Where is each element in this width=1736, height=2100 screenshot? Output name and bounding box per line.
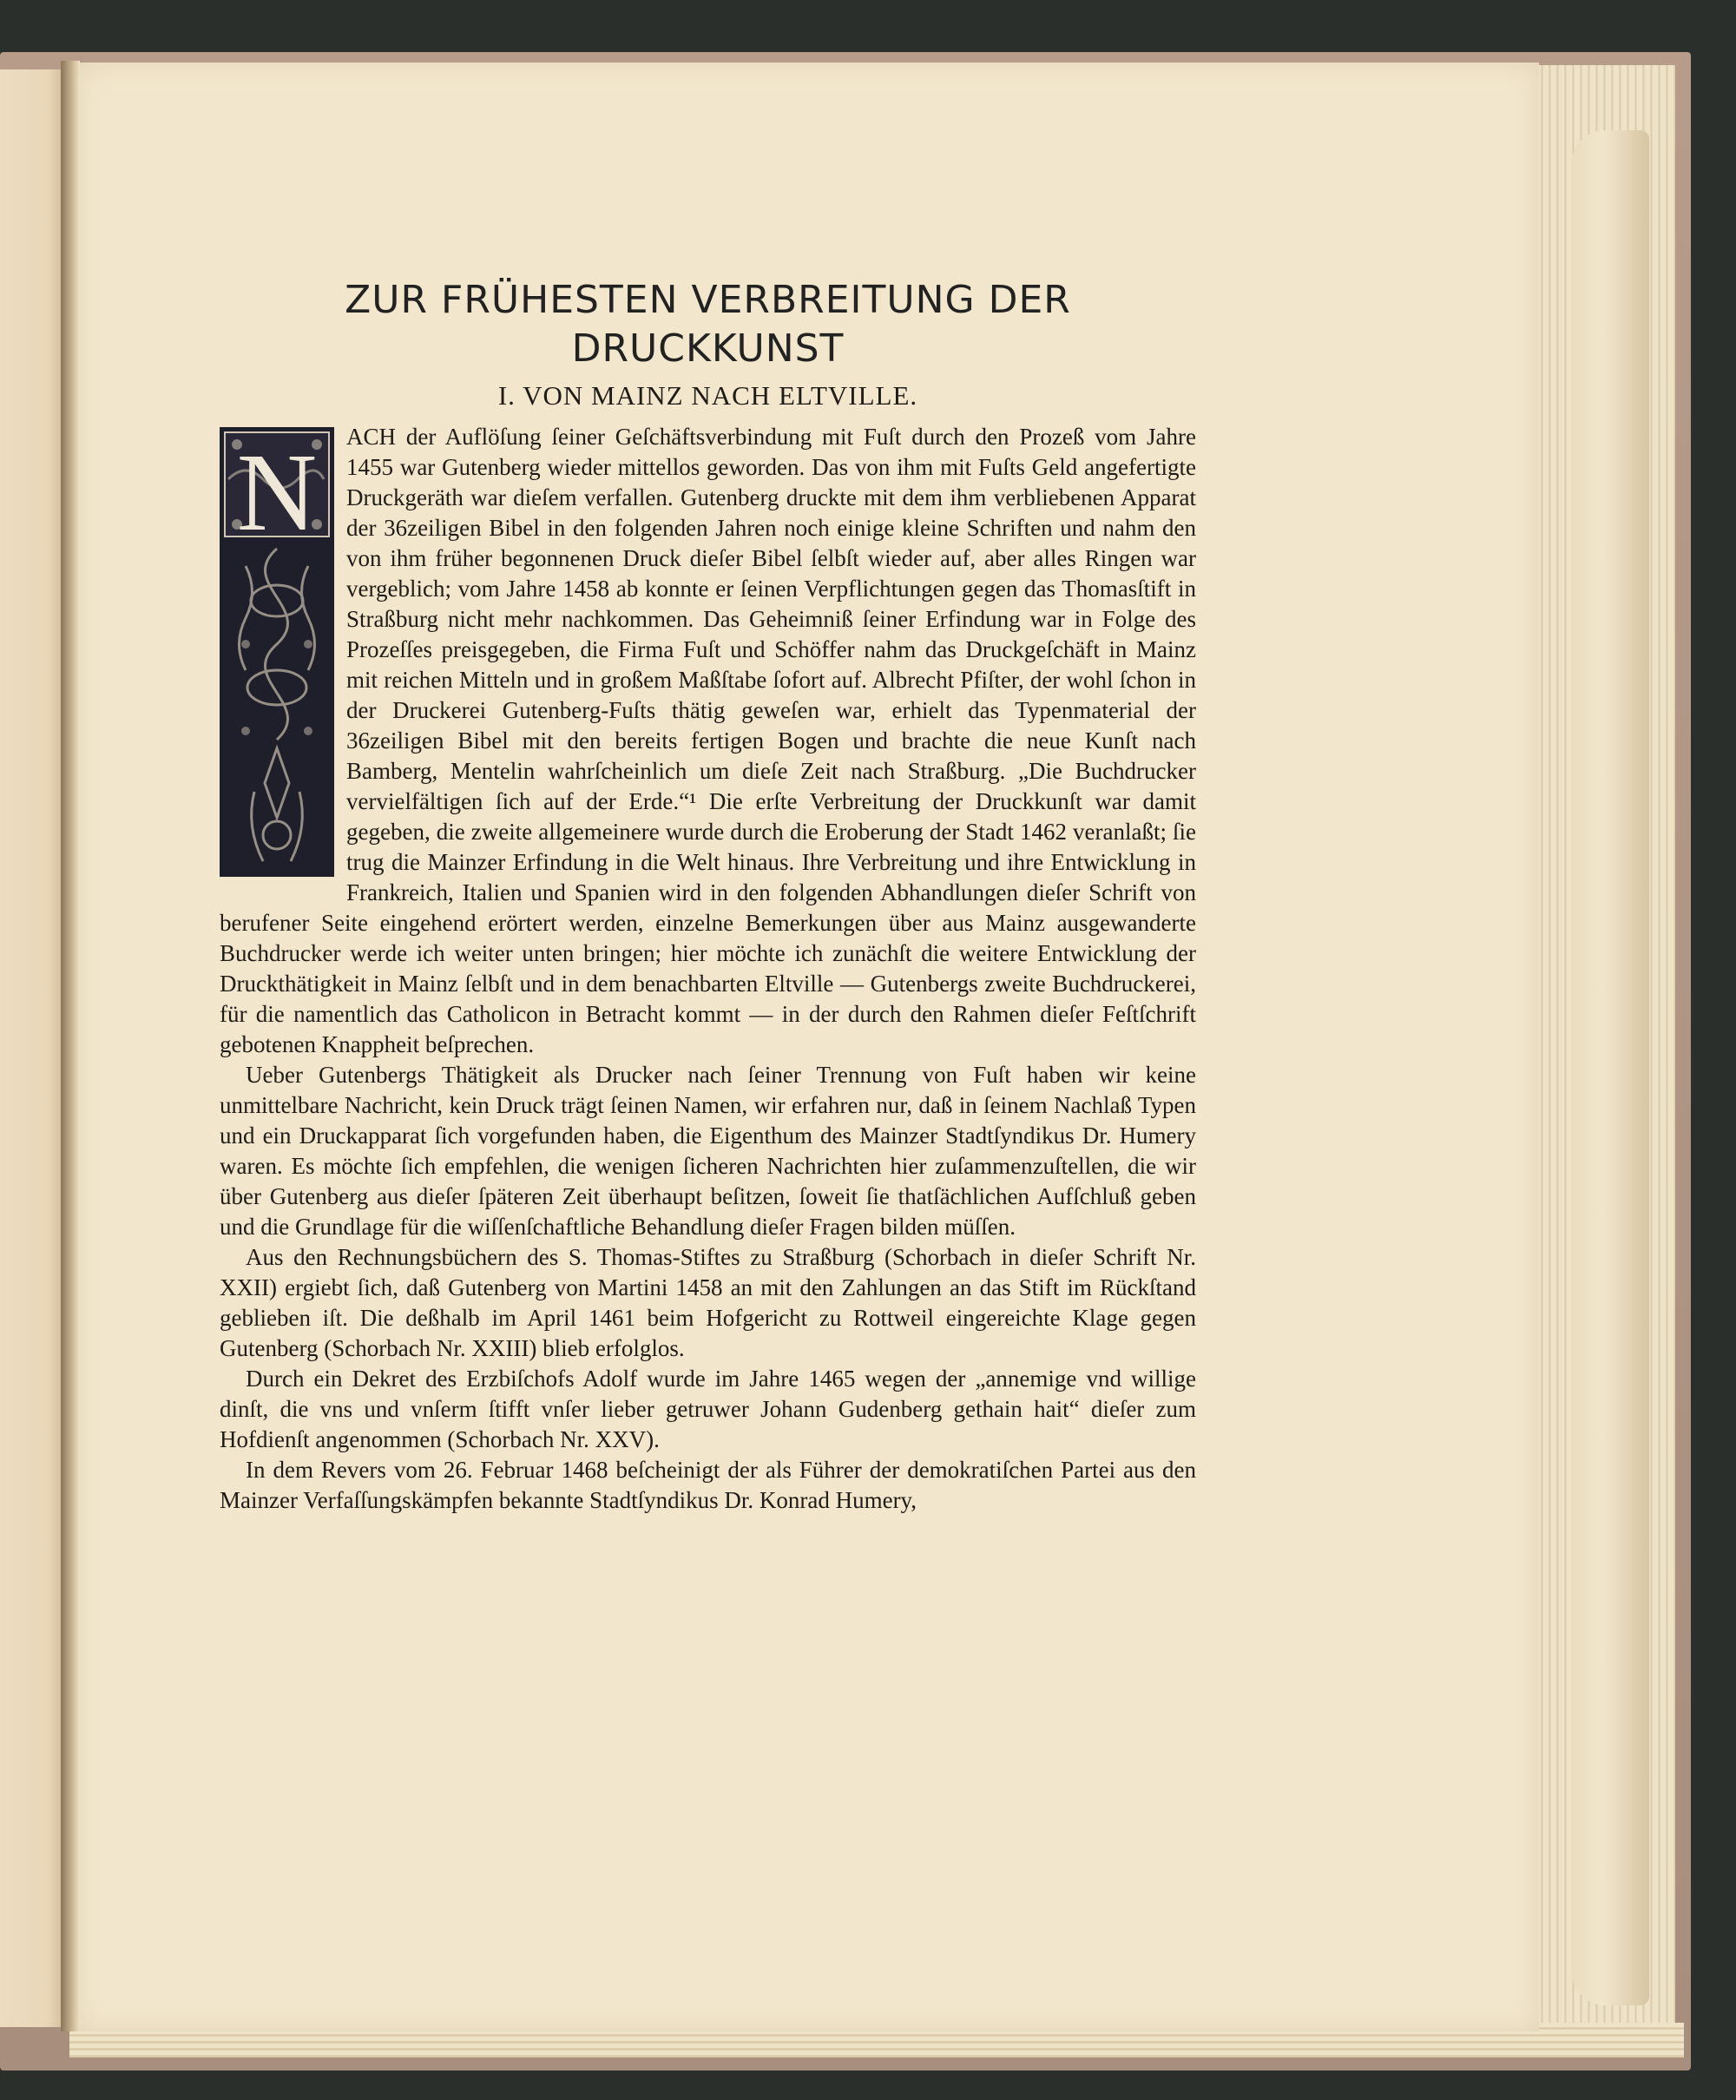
paragraph-1: ACH der Auflöſung ſeiner Geſchäftsverbindung mit Fuſt durch den Prozeß vom Jahre 1455 war Gutenberg wieder mittellos geworden. Das von ihm mit Fuſts Geld angefertigte Druckgeräth war dieſem verfallen. Gutenberg druckte mit dem ihm verbliebenen Apparat der 36zeiligen Bibel in den folgenden Jahren noch einige kleine Schriften und nahm den von ihm früher begonnenen Druck dieſer Bibel ſelbſt wieder auf, aber alles Ringen war vergeblich; vom Jahre 1458 ab konnte er ſeinen Verpflichtungen gegen das Thomasſtift in Straßburg nicht mehr nachkommen. Das Geheimniß ſeiner Erfindung war in Folge des Prozeſſes preisgegeben, die Firma Fuſt und Schöffer nahm das Druckgeſchäft in Mainz mit reichen Mitteln und in großem Maßſtabe ſofort auf. Albrecht Pfiſter, der wohl ſchon in der Druckerei Gutenberg-Fuſts thätig geweſen war, erhielt das Typenmaterial der 36zeiligen Bibel mit den bereits fertigen Bogen und brachte die neue Kunſt nach Bamberg, Mentelin wahrſcheinlich um dieſe Zeit nach Straßburg. „Die Buchdrucker vervielfältigen ſich auf der Erde.“¹ Die erſte Verbreitung der Druckkunſt war damit gegeben, die zweite allgemeinere wurde durch die Eroberung der Stadt 1462 veranlaßt; ſie trug die Mainzer Erfindung in die Welt hinaus. Ihre Verbreitung und ihre Entwicklung in Frankreich, Italien und Spanien wird in den folgenden Abhandlungen dieſer Schrift von berufener Seite eingehend erörtert werden, einzelne Bemerkungen über aus Mainz ausgewanderte Buchdrucker werde ich weiter unten bringen; hier möchte ich zunächſt die weitere Entwicklung der Druckthätigkeit in Mainz ſelbſt und in dem benachbarten Eltville — Gutenbergs zweite Buchdruckerei, für die namentlich das Catholicon in Betracht kommt — in der durch den Rahmen dieſer Feſtſchrift gebotenen Knappheit beſprechen. (220, 424, 1196, 1057)
page-edges-curl (1571, 130, 1649, 2005)
drop-cap-letter: N (236, 431, 318, 554)
decorated-initial-n (220, 427, 334, 877)
title-line-2: DRUCKKUNST (571, 326, 845, 371)
paragraph-4: Durch ein Dekret des Erzbiſchofs Adolf wurde im Jahre 1465 wegen der „annemige vnd willige dinſt, die vns und vnſerm ſtifft vnſer lieber getruwer Johann Gudenberg gethain hait“ dieſer zum Hofdienſt angenommen (Schorbach Nr. XXV). (220, 1366, 1196, 1452)
paragraph-2: Ueber Gutenbergs Thätigkeit als Drucker nach ſeiner Trennung von Fuſt haben wir keine unmittelbare Nachricht, kein Druck trägt ſeinen Namen, wir erfahren nur, daß in ſeinem Nachlaß Typen und ein Druckapparat ſich vorgefunden haben, die Eigenthum des Mainzer Stadtſyndikus Dr. Humery waren. Es möchte ſich empfehlen, die wenigen ſicheren Nachrichten hier zuſammenzuſtellen, die wir über Gutenberg aus dieſer ſpäteren Zeit überhaupt beſitzen, ſoweit ſie thatſächlichen Aufſchluß geben und die Grundlage für die wiſſenſchaftliche Behandlung dieſer Fragen bilden müſſen. (220, 1062, 1196, 1240)
article (220, 276, 1196, 1516)
paragraph-3: Aus den Rechnungsbüchern des S. Thomas-Stiftes zu Straßburg (Schorbach in dieſer Schrift Nr. XXII) ergiebt ſich, daß Gutenberg von Martini 1458 an mit den Zahlungen an das Stift im Rückſtand geblieben iſt. Die deßhalb im April 1461 beim Hofgericht zu Rottweil eingereichte Klage gegen Gutenberg (Schorbach Nr. XXIII) blieb erfolglos. (220, 1244, 1196, 1361)
left-page-edge (0, 69, 68, 2027)
title-line-1: ZUR FRÜHESTEN VERBREITUNG DER (345, 278, 1071, 322)
paragraph-5: In dem Revers vom 26. Februar 1468 beſcheinigt der als Führer der demokratiſchen Partei aus den Mainzer Verfaſſungskämpfen bekannte Stadtſyndikus Dr. Konrad Humery, (220, 1457, 1196, 1513)
section-heading: I. VON MAINZ NACH ELTVILLE. (497, 380, 918, 411)
article-title (220, 276, 1196, 373)
gutter-shadow (61, 61, 80, 2031)
